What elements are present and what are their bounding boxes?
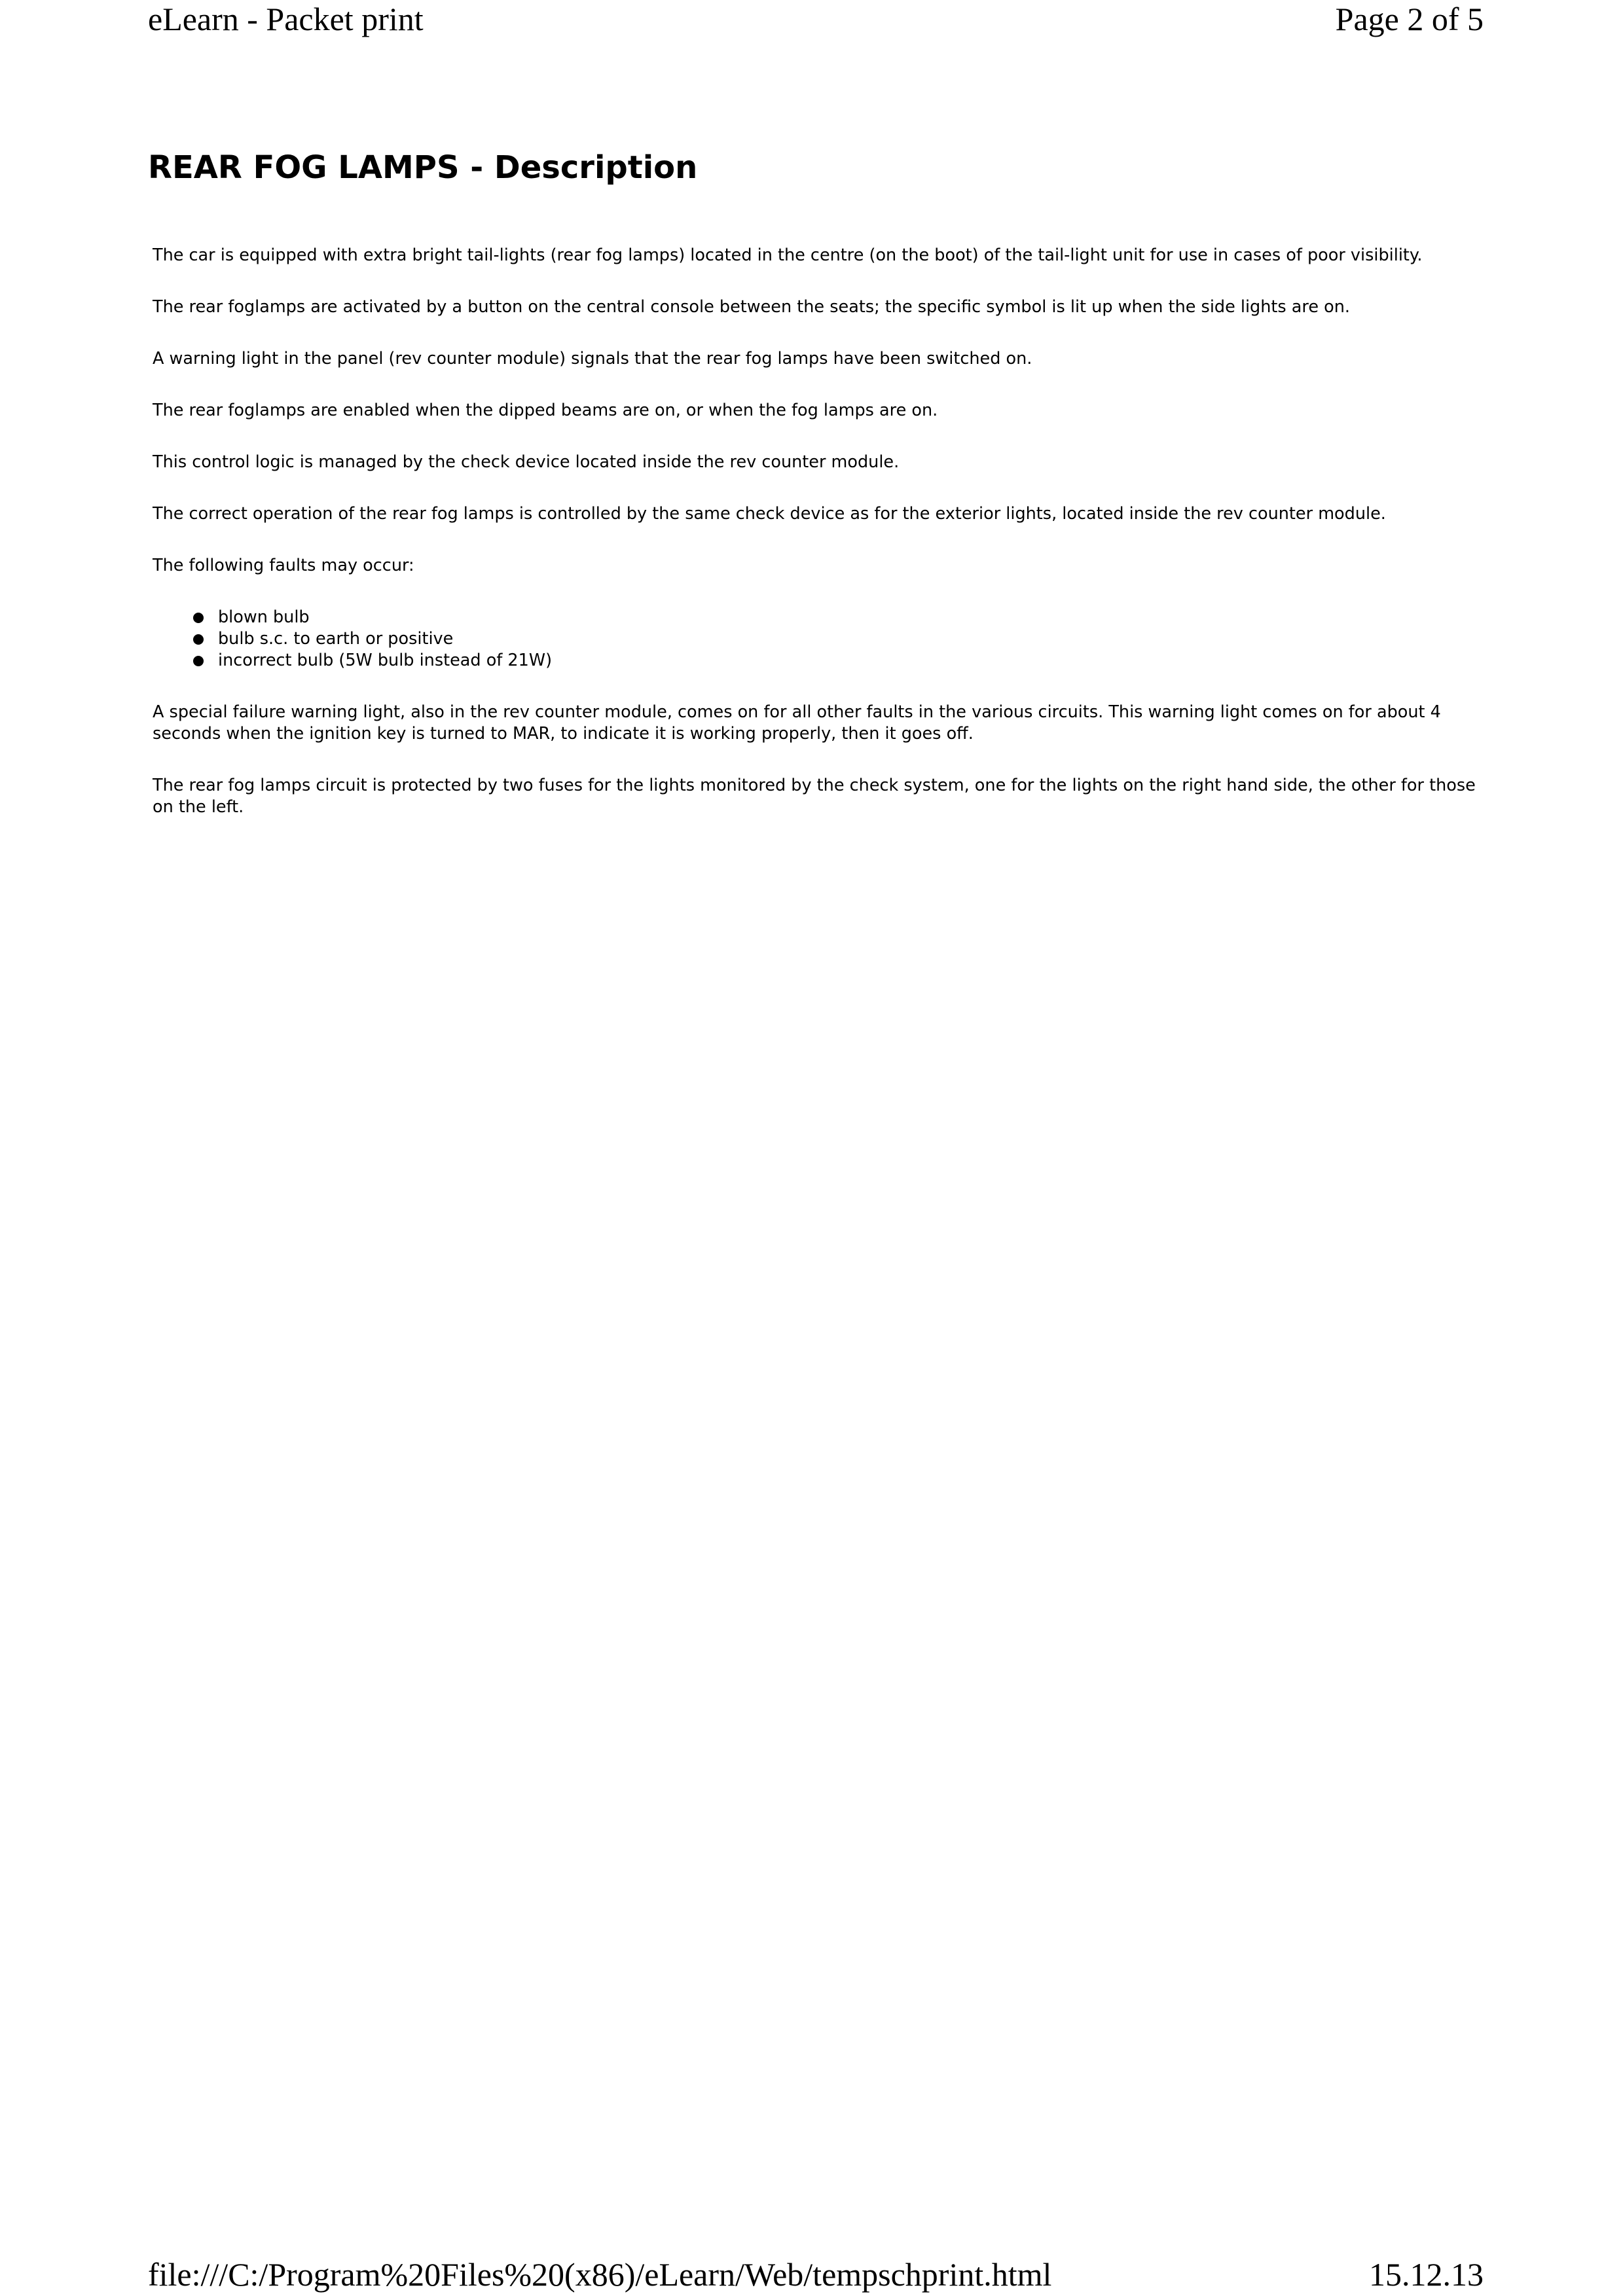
paragraph: A special failure warning light, also in the rev counter module, comes on for all other faults in the various circuits. This warning light comes on for about 4 seconds when the ignition key is turned to MAR, to indicate it is working properly, then it goes off.: [153, 702, 1441, 744]
document-title: eLearn - Packet print: [148, 1, 424, 37]
faults-list: [153, 607, 1482, 672]
faults-intro: The following faults may occur:: [153, 556, 414, 575]
list-item: [153, 650, 1482, 672]
list-item: [153, 628, 1482, 650]
bullet-icon: [193, 634, 204, 645]
fault-text: blown bulb: [218, 607, 310, 627]
document-content: [148, 145, 1484, 848]
list-item: [153, 607, 1482, 628]
paragraph: The rear fog lamps circuit is protected by two fuses for the lights monitored by the check system, one for the lights on the right hand side, the other for those on the left.: [153, 776, 1476, 817]
file-url: file:///C:/Program%20Files%20(x86)/eLearn/Web/tempschprint.html: [148, 2256, 1052, 2293]
print-date: 15.12.13: [1369, 2256, 1484, 2293]
paragraph: The car is equipped with extra bright tail-lights (rear fog lamps) located in the centre (on the boot) of the tail-light unit for use in cases of poor visibility.: [153, 245, 1423, 265]
page-title: REAR FOG LAMPS - Description: [148, 149, 698, 186]
page-indicator: Page 2 of 5: [1335, 1, 1484, 37]
paragraph: The rear foglamps are enabled when the dipped beams are on, or when the fog lamps are on.: [153, 401, 938, 420]
fault-text: bulb s.c. to earth or positive: [218, 629, 454, 649]
paragraph: The correct operation of the rear fog lamps is controlled by the same check device as for the exterior lights, located inside the rev counter module.: [153, 504, 1386, 524]
paragraph: This control logic is managed by the check device located inside the rev counter module.: [153, 452, 900, 472]
fault-text: incorrect bulb (5W bulb instead of 21W): [218, 651, 553, 670]
paragraph: A warning light in the panel (rev counter module) signals that the rear fog lamps have been switched on.: [153, 349, 1032, 368]
print-footer: [148, 2258, 1484, 2291]
bullet-icon: [193, 656, 204, 666]
paragraph: The rear foglamps are activated by a button on the central console between the seats; the specific symbol is lit up when the side lights are on.: [153, 297, 1351, 317]
bullet-icon: [193, 613, 204, 623]
description-body: [153, 245, 1482, 818]
print-header: [148, 3, 1484, 35]
